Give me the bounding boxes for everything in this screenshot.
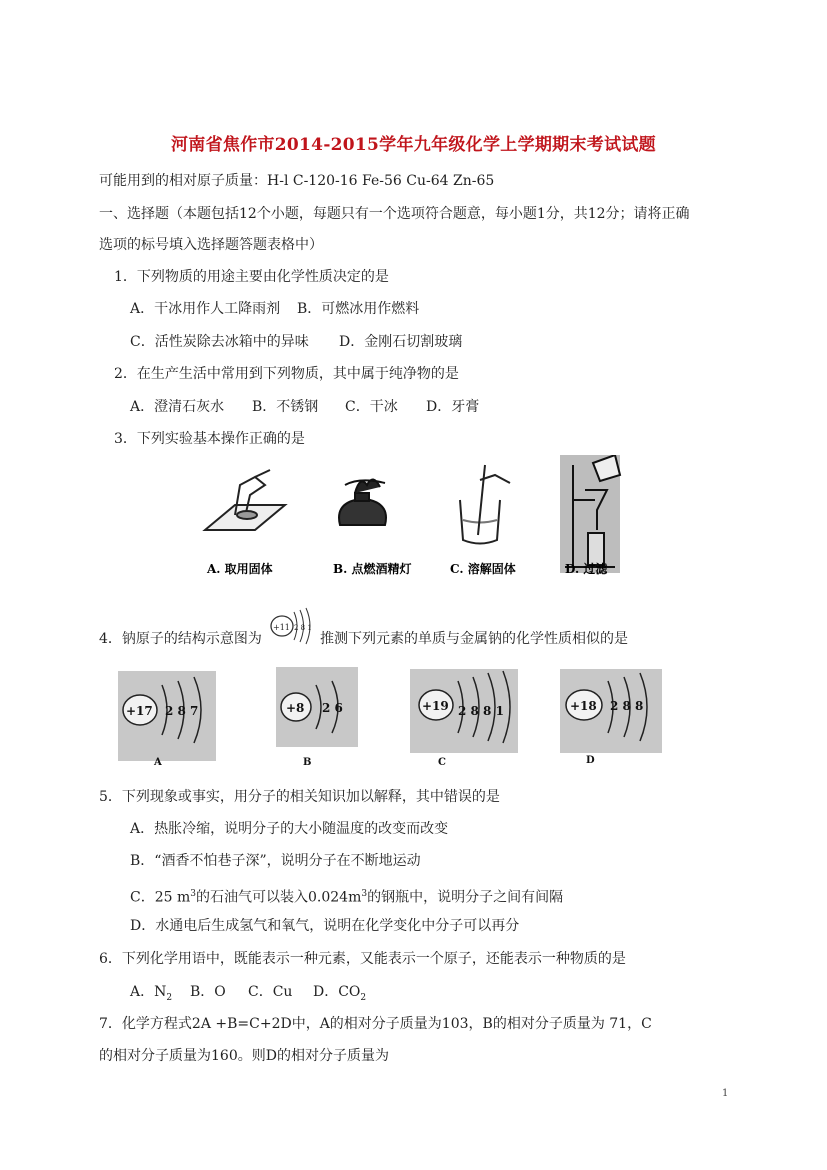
q6-d-text: D．CO <box>313 984 361 1000</box>
q5-stem: 5．下列现象或事实，用分子的相关知识加以解释，其中错误的是 <box>99 789 500 805</box>
na-nucleus: +11 <box>273 623 290 632</box>
q2-stem: 2．在生产生活中常用到下列物质，其中属于纯净物的是 <box>114 366 459 382</box>
caption-b: B. 点燃酒精灯 <box>333 562 412 576</box>
atom-option-d <box>560 669 662 766</box>
atom-b-shells: 2 6 <box>322 701 343 715</box>
q5-c-sup2: 3 <box>361 889 368 899</box>
atom-d-nucleus: +18 <box>570 699 597 713</box>
q5-c-pre: C．25 m <box>130 889 191 906</box>
q6-option-c: C．Cu <box>248 984 293 1000</box>
figure-d-filtration <box>560 455 620 573</box>
q5-c-post: 的钢瓶中，说明分子之间有间隔 <box>367 889 564 906</box>
q6-d-sub: 2 <box>360 992 367 1003</box>
caption-c: C. 溶解固体 <box>450 562 516 576</box>
q5-option-d: D．水通电后生成氢气和氧气，说明在化学变化中分子可以再分 <box>130 918 520 934</box>
q7-line2: 的相对分子质量为160。则D的相对分子质量为 <box>99 1048 389 1064</box>
atom-structure-options <box>118 667 678 772</box>
figure-b-alcohol-lamp <box>339 479 386 525</box>
q7-line1: 7．化学方程式2A +B=C+2D中，A的相对分子质量为103，B的相对分子质量为 71，C <box>99 1016 652 1032</box>
lab-operations-figure <box>195 455 625 585</box>
q6-a-text: A．N <box>130 984 167 1000</box>
q2-option-b: B．不锈钢 <box>252 399 319 415</box>
q4-stem-post: 推测下列元素的单质与金属钠的化学性质相似的是 <box>320 631 628 647</box>
section-heading-line1: 一、选择题（本题包括12个小题，每题只有一个选项符合题意，每小题1分，共12分；请将正确 <box>99 206 690 222</box>
figure-a-taking-solid <box>205 470 285 530</box>
q2-option-c: C．干冰 <box>345 399 398 415</box>
atom-a-shells: 2 8 7 <box>165 704 199 718</box>
q3-stem: 3．下列实验基本操作正确的是 <box>114 431 305 447</box>
q1-option-a: A．干冰用作人工降雨剂 <box>130 301 281 317</box>
q5-option-a: A．热胀冷缩，说明分子的大小随温度的改变而改变 <box>130 821 449 837</box>
atom-option-c <box>410 669 518 768</box>
atom-c-nucleus: +19 <box>422 699 449 713</box>
q5-c-mid: 的石油气可以装入0.024m <box>196 889 362 906</box>
q2-option-d: D．牙膏 <box>426 399 480 415</box>
q1-option-c: C．活性炭除去冰箱中的异味 <box>130 334 309 350</box>
q5-c-sup1: 3 <box>190 889 196 899</box>
q6-stem: 6．下列化学用语中，既能表示一种元素，又能表示一个原子，还能表示一种物质的是 <box>99 951 626 967</box>
caption-a: A. 取用固体 <box>207 562 273 576</box>
q1-option-b: B．可燃冰用作燃料 <box>297 301 420 317</box>
figure-c-dissolving-solid <box>460 465 510 544</box>
q4-stem-pre: 4．钠原子的结构示意图为 <box>99 631 262 647</box>
q1-option-d: D．金刚石切割玻璃 <box>339 334 463 350</box>
q6-option-b: B．O <box>190 984 226 1000</box>
atom-d-label: D <box>586 755 595 766</box>
atom-b-label: B <box>303 757 312 768</box>
q1-stem: 1．下列物质的用途主要由化学性质决定的是 <box>114 269 389 285</box>
sodium-atom-diagram <box>268 604 318 654</box>
q2-option-a: A．澄清石灰水 <box>130 399 225 415</box>
na-shells: 2 8 1 <box>294 624 312 632</box>
q6-option-a <box>130 983 172 1007</box>
atom-a-nucleus: +17 <box>126 704 153 718</box>
atom-option-b <box>276 667 358 768</box>
q5-option-b: B．“酒香不怕巷子深”，说明分子在不断地运动 <box>130 853 421 869</box>
atom-b-nucleus: +8 <box>286 701 305 715</box>
section-heading-line2: 选项的标号填入选择题答题表格中） <box>99 237 323 253</box>
atom-a-label: A <box>154 757 162 768</box>
atom-c-shells: 2 8 8 1 <box>458 704 504 718</box>
atom-c-label: C <box>438 757 446 768</box>
page-title: 河南省焦作市2014-2015学年九年级化学上学期期末考试试题 <box>171 135 656 155</box>
atom-option-a <box>118 671 216 768</box>
caption-d: D. 过滤 <box>565 562 608 576</box>
atom-d-shells: 2 8 8 <box>610 699 644 713</box>
atomic-masses: 可能用到的相对原子质量：H-l C-120-16 Fe-56 Cu-64 Zn-65 <box>99 173 495 189</box>
q5-option-c <box>130 885 563 907</box>
q6-a-sub: 2 <box>166 992 173 1003</box>
q6-option-d <box>313 983 366 1007</box>
page-number: 1 <box>722 1088 729 1099</box>
